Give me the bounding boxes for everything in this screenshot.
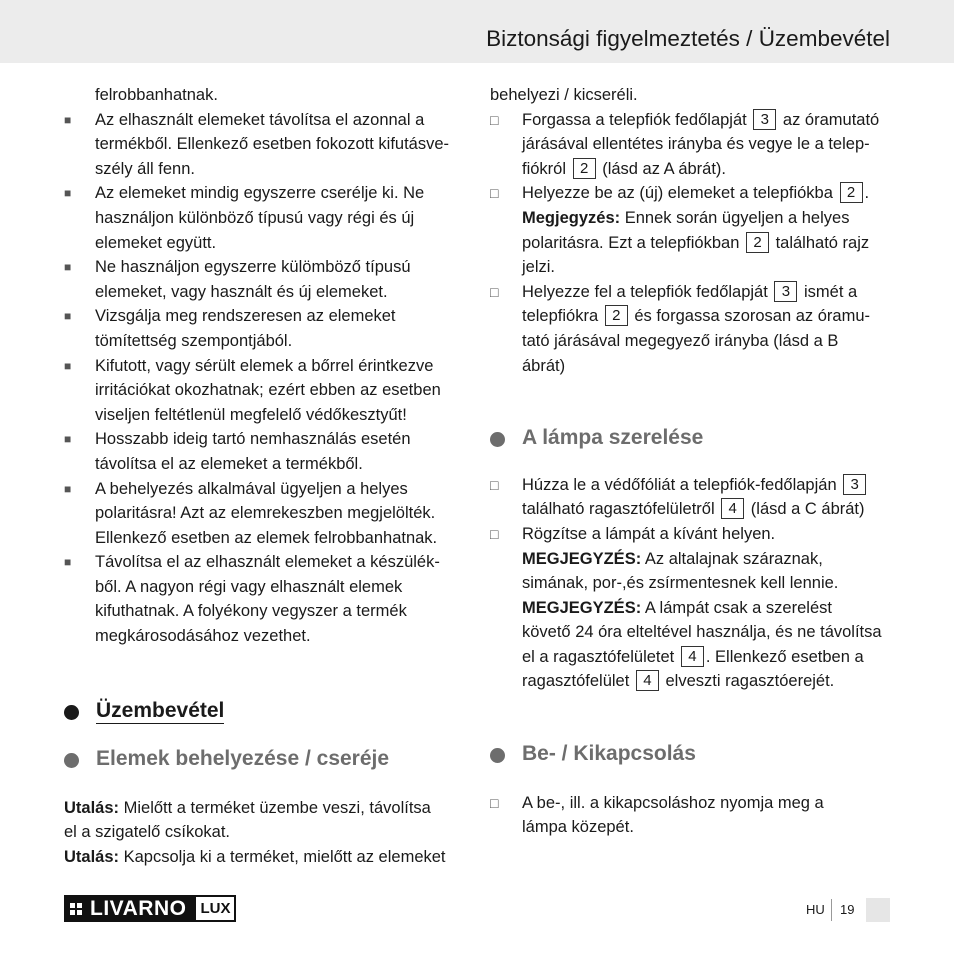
square-bullet-icon: ■ <box>64 358 72 373</box>
note-1-cont: el a szigatelő csíkokat. <box>64 823 230 842</box>
list-item: □ Helyezze fel a telepfiók fedőlapját 3 ismét a telepfiókra 2 és forgassa szorosan az óramu- tató járásával megegyező irányba (lásd a B ábrát) <box>490 280 890 378</box>
note-2: Utalás: Kapcsolja ki a terméket, mielőtt az elemeket <box>64 848 446 867</box>
dot-icon <box>64 753 79 768</box>
note-1: Utalás: Mielőtt a terméket üzembe veszi, távolítsa <box>64 798 431 817</box>
checkbox-bullet-icon: □ <box>490 794 499 811</box>
ref-box: 3 <box>843 474 866 495</box>
ref-box: 4 <box>721 498 744 519</box>
list-item: ■ Az elemeket mindig egyszerre cserélje ki. Ne használjon különböző típusú vagy régi és új elemeket együtt. <box>64 181 464 255</box>
dot-icon <box>490 748 505 763</box>
continued-text: behelyezi / kicseréli. <box>490 86 638 104</box>
ref-box: 3 <box>753 109 776 130</box>
page-title: Biztonsági figyelmeztetés / Üzembevétel <box>486 26 890 51</box>
list-item: ■ A behelyezés alkalmával ügyeljen a helyes polaritásra! Azt az elemrekeszben megjelölték. Ellenkező esetben az elemek felrobbanhatnak. <box>64 477 464 551</box>
list-item: □ Forgassa a telepfiók fedőlapját 3 az óramutató járásával ellentétes irányba és vegye le a telep- fiókról 2 (lásd az A ábrát). <box>490 108 890 182</box>
ref-box: 2 <box>605 305 628 326</box>
ref-box: 2 <box>840 182 863 203</box>
list-item: □ Helyezze be az (új) elemeket a telepfiókba 2 . Megjegyzés: Ennek során ügyeljen a helyes polaritásra. Ezt a telepfiókban 2 található rajz jelzi. <box>490 181 890 279</box>
checkbox-bullet-icon: □ <box>490 525 499 542</box>
ref-box: 3 <box>774 281 797 302</box>
dot-icon <box>64 705 79 720</box>
ref-box: 2 <box>573 158 596 179</box>
subheading-be-kikapcsolas: Be- / Kikapcsolás <box>490 742 890 767</box>
section-heading-uzembevetel: Üzembevétel <box>64 699 464 724</box>
square-bullet-icon: ■ <box>64 309 72 324</box>
bullet-list <box>64 108 464 649</box>
square-bullet-icon: ■ <box>64 260 72 275</box>
list-item: ■ Vizsgálja meg rendszeresen az elemeket tömítettség szempontjából. <box>64 304 464 353</box>
checkbox-bullet-icon: □ <box>490 283 499 300</box>
square-bullet-icon: ■ <box>64 186 72 201</box>
subheading-lampa-szerelese: A lámpa szerelése <box>490 426 890 451</box>
ref-box: 4 <box>681 646 704 667</box>
square-bullet-icon: ■ <box>64 112 72 127</box>
subheading-elemek: Elemek behelyezése / cseréje <box>64 747 464 772</box>
checkbox-bullet-icon: □ <box>490 476 499 493</box>
list-item: □ Rögzítse a lámpát a kívánt helyen. MEGJEGYZÉS: Az altalajnak száraznak, simának, por-,és zsírmentesnek kell lennie. MEGJEGYZÉS: A lámpát csak a szerelést követő 24 óra elteltével használja, és ne távolítsa el a ragasztófelületet 4 . Ellenkező esetben a ragasztófelület 4 elveszti ragasztóerejét. <box>490 522 890 694</box>
checkbox-bullet-icon: □ <box>490 111 499 128</box>
right-column <box>490 83 890 840</box>
continued-text: felrobbanhatnak. <box>95 86 218 104</box>
ref-box: 4 <box>636 670 659 691</box>
list-item: ■ Távolítsa el az elhasznált elemeket a készülék- ből. A nagyon régi vagy elhasznált elemek kifuthatnak. A folyékony vegyszer a termék megkárosodásához vezethet. <box>64 550 464 648</box>
list-item: ■ Ne használjon egyszerre külömböző típusú elemeket, vagy használt és új elemeket. <box>64 255 464 304</box>
list-item: ■ Az elhasznált elemeket távolítsa el azonnal a termékből. Ellenkező esetben fokozott kifutásve- szély áll fenn. <box>64 108 464 182</box>
left-column <box>64 83 464 870</box>
checkbox-bullet-icon: □ <box>490 185 499 202</box>
ref-box: 2 <box>746 232 769 253</box>
language-code: HU <box>806 902 825 917</box>
list-item: □ Húzza le a védőfóliát a telepfiók-fedőlapján 3 található ragasztófelületről 4 (lásd a C ábrát) <box>490 473 890 522</box>
square-bullet-icon: ■ <box>64 481 72 496</box>
brand-logo: LIVARNO LUX <box>64 895 236 922</box>
dot-icon <box>490 432 505 447</box>
square-bullet-icon: ■ <box>64 432 72 447</box>
footer-divider <box>831 899 832 921</box>
list-item: ■ Hosszabb ideig tartó nemhasználás esetén távolítsa el az elemeket a termékből. <box>64 427 464 476</box>
page-tab-marker <box>866 898 890 922</box>
list-item: □ A be-, ill. a kikapcsoláshoz nyomja meg a lámpa közepét. <box>490 791 890 840</box>
logo-squares-icon <box>70 903 82 915</box>
square-bullet-icon: ■ <box>64 555 72 570</box>
list-item: ■ Kifutott, vagy sérült elemek a bőrrel érintkezve irritációkat okozhatnak; ezért ebben az esetben viseljen feltétlenül megfelelő védőkesztyűt! <box>64 354 464 428</box>
page-number: 19 <box>840 902 855 917</box>
